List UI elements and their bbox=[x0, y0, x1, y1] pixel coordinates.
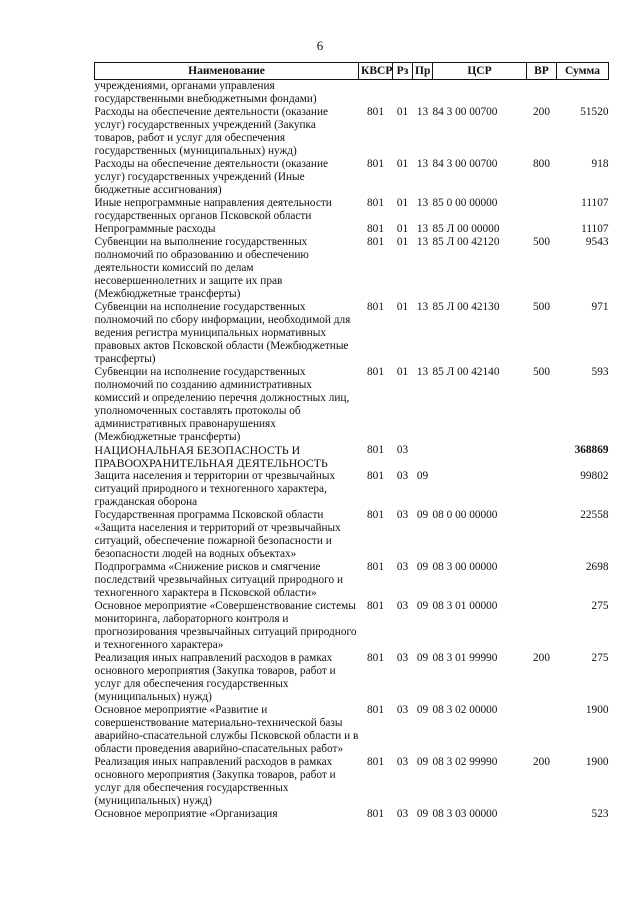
cell-vr bbox=[527, 509, 557, 561]
header-kvsr: КВСР bbox=[359, 63, 393, 80]
cell-csr: 85 Л 00 42130 bbox=[432, 301, 500, 313]
table-header-row bbox=[95, 63, 609, 80]
cell-kvsr: 801 bbox=[367, 236, 384, 248]
cell-name: Субвенции на выполнение государственных полномочий по образованию и обеспечению деятельности комиссий по делам несовершеннолетних и защите их прав (Межбюджетные трансферты) bbox=[94, 236, 309, 300]
cell-pr: 13 bbox=[416, 197, 429, 209]
cell-kvsr: 801 bbox=[367, 808, 384, 820]
table-row bbox=[95, 509, 609, 561]
cell-name: Субвенции на исполнение государственных полномочий по сбору информации, необходимой для ведения регистра муниципальных нормативных правовых актов Псковской области (Межбюджетные трансферты) bbox=[94, 301, 351, 365]
cell-kvsr: 801 bbox=[367, 756, 384, 768]
cell-pr: 09 bbox=[416, 509, 429, 521]
cell-pr bbox=[413, 80, 433, 107]
cell-name: Непрограммные расходы bbox=[94, 223, 216, 235]
cell-sum: 11107 bbox=[581, 223, 609, 235]
cell-csr: 85 0 00 00000 bbox=[432, 197, 498, 209]
table-row bbox=[95, 236, 609, 301]
cell-sum: 971 bbox=[591, 301, 609, 313]
header-rz: Рз bbox=[393, 63, 413, 80]
cell-pr: 13 bbox=[416, 366, 429, 378]
cell-name: Расходы на обеспечение деятельности (оказание услуг) государственных учреждений (Иные бюджетные ассигнования) bbox=[94, 158, 329, 196]
cell-vr: 800 bbox=[533, 158, 550, 170]
cell-csr: 08 3 02 99990 bbox=[432, 756, 498, 768]
cell-sum: 11107 bbox=[581, 197, 609, 209]
cell-name: Расходы на обеспечение деятельности (оказание услуг) государственных учреждений (Закупка товаров, работ и услуг для обеспечения государственных (муниципальных) нужд) bbox=[94, 106, 329, 157]
cell-pr: 09 bbox=[416, 756, 429, 768]
cell-name: Основное мероприятие «Организация bbox=[94, 808, 278, 820]
cell-pr: 13 bbox=[416, 223, 429, 235]
cell-rz: 01 bbox=[396, 301, 409, 313]
cell-csr bbox=[433, 470, 527, 509]
cell-rz: 01 bbox=[396, 366, 409, 378]
cell-rz: 03 bbox=[396, 470, 409, 482]
cell-sum: 275 bbox=[591, 600, 609, 612]
cell-name: Основное мероприятие «Развитие и совершенствование материально-технической базы аварийно-спасательной службы Псковской области и в области проведения аварийно-спасательных работ» bbox=[94, 704, 359, 755]
table-row bbox=[95, 223, 609, 236]
budget-table bbox=[94, 62, 609, 821]
cell-vr: 500 bbox=[533, 236, 550, 248]
cell-csr: 08 3 03 00000 bbox=[432, 808, 498, 820]
cell-kvsr: 801 bbox=[367, 652, 384, 664]
cell-pr: 09 bbox=[416, 470, 429, 482]
cell-pr: 13 bbox=[416, 301, 429, 313]
table-row bbox=[95, 366, 609, 444]
cell-name: Иные непрограммные направления деятельности государственных органов Псковской области bbox=[94, 197, 332, 222]
cell-rz: 03 bbox=[396, 652, 409, 664]
cell-rz: 03 bbox=[396, 509, 409, 521]
section-row bbox=[95, 444, 609, 470]
cell-csr: 84 3 00 00700 bbox=[432, 106, 498, 118]
cell-pr: 09 bbox=[416, 808, 429, 820]
cell-vr bbox=[527, 470, 557, 509]
cell-kvsr: 801 bbox=[367, 301, 384, 313]
cell-name: НАЦИОНАЛЬНАЯ БЕЗОПАСНОСТЬ И ПРАВООХРАНИТЕЛЬНАЯ ДЕЯТЕЛЬНОСТЬ bbox=[94, 443, 328, 470]
cell-sum: 51520 bbox=[580, 106, 609, 118]
table-row bbox=[95, 704, 609, 756]
cell-sum: 593 bbox=[591, 366, 609, 378]
cell-sum: 368869 bbox=[574, 444, 609, 456]
cell-kvsr: 801 bbox=[367, 561, 384, 573]
cell-vr: 500 bbox=[533, 301, 550, 313]
cell-pr: 09 bbox=[416, 561, 429, 573]
cell-sum: 918 bbox=[591, 158, 609, 170]
cell-kvsr: 801 bbox=[367, 704, 384, 716]
cell-csr: 85 Л 00 42120 bbox=[432, 236, 500, 248]
cell-pr: 09 bbox=[416, 652, 429, 664]
table-row bbox=[95, 301, 609, 366]
cell-csr: 08 3 02 00000 bbox=[432, 704, 498, 716]
table-row bbox=[95, 158, 609, 197]
cell-rz: 01 bbox=[396, 236, 409, 248]
table-row bbox=[95, 106, 609, 158]
cell-pr: 09 bbox=[416, 600, 429, 612]
table-row bbox=[95, 600, 609, 652]
cell-rz: 03 bbox=[396, 704, 409, 716]
cell-name: учреждениями, органами управления государственными внебюджетными фондами) bbox=[94, 80, 317, 105]
table-row bbox=[95, 80, 609, 107]
cell-kvsr: 801 bbox=[367, 197, 384, 209]
cell-sum: 9543 bbox=[585, 236, 609, 248]
table-row bbox=[95, 197, 609, 223]
header-csr: ЦСР bbox=[433, 63, 527, 80]
cell-vr bbox=[527, 197, 557, 223]
cell-kvsr: 801 bbox=[367, 470, 384, 482]
cell-pr bbox=[413, 444, 433, 470]
table-row bbox=[95, 652, 609, 704]
cell-pr: 13 bbox=[416, 158, 429, 170]
cell-rz: 03 bbox=[396, 444, 409, 456]
cell-rz: 01 bbox=[396, 197, 409, 209]
cell-kvsr: 801 bbox=[367, 223, 384, 235]
cell-rz: 03 bbox=[396, 808, 409, 820]
cell-kvsr: 801 bbox=[367, 509, 384, 521]
table-row bbox=[95, 470, 609, 509]
cell-vr bbox=[527, 600, 557, 652]
cell-kvsr: 801 bbox=[367, 106, 384, 118]
cell-csr: 08 3 01 99990 bbox=[432, 652, 498, 664]
cell-sum: 523 bbox=[591, 808, 609, 820]
cell-kvsr bbox=[359, 80, 393, 107]
table-row bbox=[95, 756, 609, 808]
cell-rz bbox=[393, 80, 413, 107]
cell-csr: 08 0 00 00000 bbox=[432, 509, 498, 521]
cell-rz: 03 bbox=[396, 756, 409, 768]
cell-rz: 03 bbox=[396, 561, 409, 573]
cell-kvsr: 801 bbox=[367, 158, 384, 170]
cell-name: Защита населения и территории от чрезвычайных ситуаций природного и техногенного характера, гражданская оборона bbox=[94, 470, 336, 508]
cell-vr bbox=[527, 808, 557, 821]
cell-rz: 01 bbox=[396, 158, 409, 170]
cell-name: Основное мероприятие «Совершенствование системы мониторинга, лабораторного контроля и прогнозирования чрезвычайных ситуаций природного и техногенного характера» bbox=[94, 600, 357, 651]
cell-rz: 01 bbox=[396, 223, 409, 235]
cell-sum: 22558 bbox=[580, 509, 609, 521]
table-row bbox=[95, 808, 609, 821]
cell-name: Субвенции на исполнение государственных полномочий по созданию административных комиссий и определению перечня должностных лиц, уполномоченных составлять протоколы об административных правонарушениях (Межбюджетные трансферты) bbox=[94, 366, 350, 443]
cell-vr bbox=[527, 223, 557, 236]
cell-kvsr: 801 bbox=[367, 366, 384, 378]
cell-name: Подпрограмма «Снижение рисков и смягчение последствий чрезвычайных ситуаций природного и техногенного характера в Псковской области» bbox=[94, 561, 344, 599]
cell-name: Государственная программа Псковской области «Защита населения и территорий от чрезвычайных ситуаций, обеспечение пожарной безопасности и безопасности людей на водных объектах» bbox=[94, 509, 341, 560]
cell-vr: 200 bbox=[533, 756, 550, 768]
cell-rz: 01 bbox=[396, 106, 409, 118]
cell-csr: 08 3 01 00000 bbox=[432, 600, 498, 612]
cell-csr: 85 Л 00 00000 bbox=[432, 223, 500, 235]
cell-sum: 2698 bbox=[585, 561, 609, 573]
cell-kvsr: 801 bbox=[367, 600, 384, 612]
cell-vr: 200 bbox=[533, 106, 550, 118]
page-number: 6 bbox=[316, 38, 324, 53]
header-vr: ВР bbox=[527, 63, 557, 80]
cell-sum: 1900 bbox=[585, 704, 609, 716]
cell-vr: 500 bbox=[533, 366, 550, 378]
cell-csr: 84 3 00 00700 bbox=[432, 158, 498, 170]
cell-kvsr: 801 bbox=[367, 444, 384, 456]
table-body bbox=[95, 80, 609, 822]
cell-pr: 13 bbox=[416, 106, 429, 118]
header-pr: Пр bbox=[413, 63, 433, 80]
cell-sum: 1900 bbox=[585, 756, 609, 768]
header-sum: Сумма bbox=[557, 63, 609, 80]
cell-pr: 09 bbox=[416, 704, 429, 716]
cell-rz: 03 bbox=[396, 600, 409, 612]
table-row bbox=[95, 561, 609, 600]
cell-vr bbox=[527, 561, 557, 600]
cell-name: Реализация иных направлений расходов в рамках основного мероприятия (Закупка товаров, работ и услуг для обеспечения государственных (муниципальных) нужд) bbox=[94, 652, 336, 703]
cell-vr bbox=[527, 80, 557, 107]
cell-vr: 200 bbox=[533, 652, 550, 664]
header-name: Наименование bbox=[95, 63, 359, 80]
cell-csr: 08 3 00 00000 bbox=[432, 561, 498, 573]
cell-vr bbox=[527, 444, 557, 470]
cell-sum bbox=[557, 80, 609, 107]
cell-csr: 85 Л 00 42140 bbox=[432, 366, 500, 378]
cell-sum: 99802 bbox=[580, 470, 609, 482]
cell-pr: 13 bbox=[416, 236, 429, 248]
cell-csr bbox=[433, 444, 527, 470]
cell-csr bbox=[433, 80, 527, 107]
cell-vr bbox=[527, 704, 557, 756]
cell-sum: 275 bbox=[591, 652, 609, 664]
cell-name: Реализация иных направлений расходов в рамках основного мероприятия (Закупка товаров, работ и услуг для обеспечения государственных (муниципальных) нужд) bbox=[94, 756, 336, 807]
